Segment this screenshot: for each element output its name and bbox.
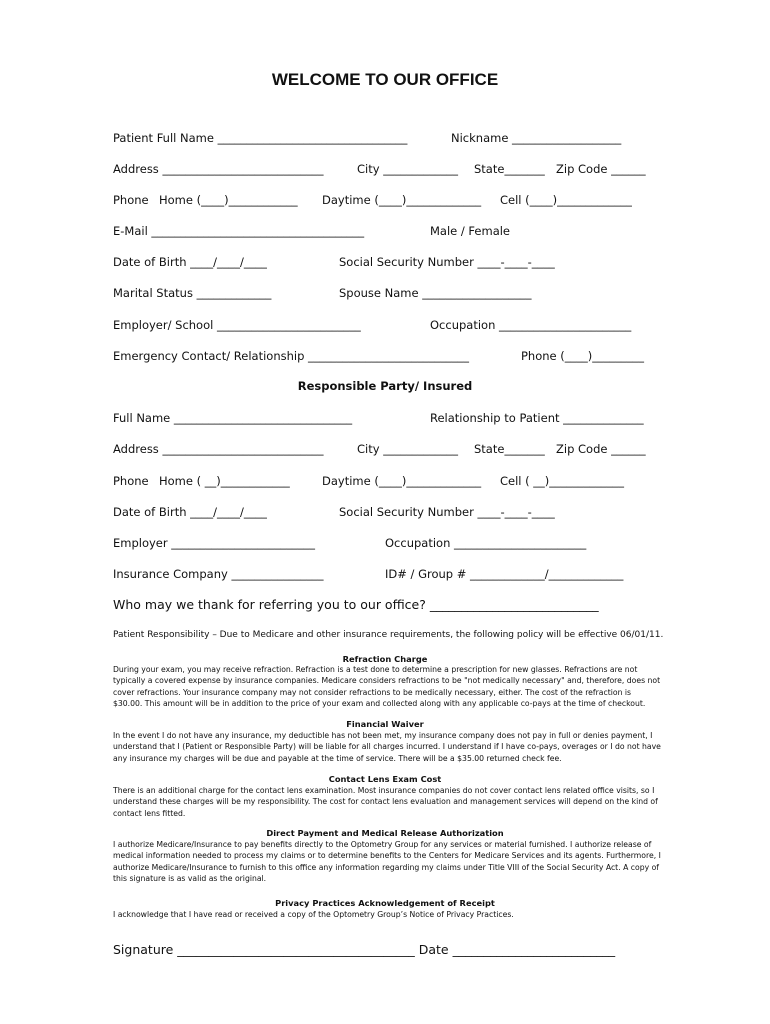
emergency-phone-field[interactable]: Phone (____)_________ [521, 349, 645, 363]
employer-school-field[interactable]: Employer/ School _________________________ [113, 318, 361, 332]
occupation-field[interactable]: Occupation _______________________ [430, 318, 632, 332]
daytime-phone-field[interactable]: Daytime (____)_____________ [322, 193, 482, 207]
responsible-name-row [113, 410, 658, 426]
email-field[interactable]: E-Mail _____________________________________ [113, 224, 365, 238]
responsible-cell-phone-field[interactable]: Cell ( __)_____________ [500, 474, 625, 488]
responsible-city-field[interactable]: City _____________ [357, 442, 458, 456]
responsible-zip-code-field[interactable]: Zip Code ______ [556, 442, 646, 456]
patient-emergency-row [113, 348, 658, 364]
responsible-ssn-field[interactable]: Social Security Number ____-____-____ [339, 505, 555, 519]
id-group-field[interactable]: ID# / Group # _____________/_____________ [385, 567, 624, 581]
responsible-occupation-field[interactable]: Occupation _______________________ [385, 536, 587, 550]
form-title: WELCOME TO OUR OFFICE [271, 70, 499, 89]
refraction-charge-text: During your exam, you may receive refraction. Refraction is a test done to determine a prescription for new glasses. Refractions are not typically a covered expense by insurance companies. Medicare considers refractions to be "not medically necessary" and, therefore, does not cover refractions. Your insurance company may not consider refractions to be medically necessary, either. The cost of the refraction is $30.00. This amount will be in addition to the price of your exam and collected along with any applicable co-pays at the time of checkout. [113, 665, 661, 708]
city-field[interactable]: City _____________ [357, 162, 458, 176]
gender-field[interactable]: Male / Female [430, 224, 511, 238]
patient-dob-row [113, 254, 658, 270]
relationship-to-patient-field[interactable]: Relationship to Patient ______________ [430, 411, 644, 425]
signature-date-field[interactable]: Signature ______________________________________ Date __________________________ [113, 942, 616, 957]
responsible-address-field[interactable]: Address ____________________________ [113, 442, 324, 456]
patient-full-name-field[interactable]: Patient Full Name _________________________________ [113, 131, 408, 145]
patient-phone-row [113, 192, 658, 208]
referral-field[interactable]: Who may we thank for referring you to our office? ___________________________ [113, 597, 599, 612]
responsible-dob-row [113, 504, 658, 520]
ssn-field[interactable]: Social Security Number ____-____-____ [339, 255, 555, 269]
responsible-employer-row [113, 535, 658, 551]
contact-lens-exam-text: There is an additional charge for the contact lens examination. Most insurance companies do not cover contact lens related office visits, so I understand these charges will be my responsibility. The cost for contact lens evaluation and management services will depend on the kind of contact lens fitted. [113, 786, 658, 818]
responsible-employer-field[interactable]: Employer _________________________ [113, 536, 316, 550]
emergency-contact-field[interactable]: Emergency Contact/ Relationship ____________________________ [113, 349, 470, 363]
responsible-address-row [113, 441, 658, 457]
patient-email-row [113, 223, 658, 239]
state-field[interactable]: State_______ [474, 162, 545, 176]
nickname-field[interactable]: Nickname ___________________ [451, 131, 622, 145]
responsible-full-name-field[interactable]: Full Name _______________________________ [113, 411, 353, 425]
privacy-practices-heading: Privacy Practices Acknowledgement of Receipt [275, 898, 495, 908]
responsible-date-of-birth-field[interactable]: Date of Birth ____/____/____ [113, 505, 267, 519]
responsible-insurance-row [113, 566, 658, 582]
patient-marital-row [113, 285, 658, 301]
policy-intro: Patient Responsibility – Due to Medicare and other insurance requirements, the following policy will be effective 06/01/11. [113, 630, 664, 640]
address-field[interactable]: Address ____________________________ [113, 162, 324, 176]
insurance-company-field[interactable]: Insurance Company ________________ [113, 567, 324, 581]
direct-payment-text: I authorize Medicare/Insurance to pay benefits directly to the Optometry Group for any services or material furnished. I authorize release of medical information needed to process my claims or to determine benefits to the Centers for Medicare Services and its agents. Furthermore, I authorize Medicare/Insurance to furnish to this office any information regarding my claims under Title VIII of the Social Security Act. A copy of this signature is as valid as the original. [113, 840, 661, 883]
responsible-party-heading: Responsible Party/ Insured [297, 379, 473, 393]
refraction-charge-heading: Refraction Charge [342, 654, 428, 664]
patient-address-row [113, 161, 658, 177]
responsible-state-field[interactable]: State_______ [474, 442, 545, 456]
marital-status-field[interactable]: Marital Status _____________ [113, 286, 272, 300]
responsible-phone-row [113, 473, 658, 489]
zip-code-field[interactable]: Zip Code ______ [556, 162, 646, 176]
spouse-name-field[interactable]: Spouse Name ___________________ [339, 286, 532, 300]
date-of-birth-field[interactable]: Date of Birth ____/____/____ [113, 255, 267, 269]
responsible-daytime-phone-field[interactable]: Daytime (____)_____________ [322, 474, 482, 488]
patient-name-row [113, 130, 658, 146]
responsible-home-phone-field[interactable]: Home ( __)____________ [159, 474, 290, 488]
home-phone-field[interactable]: Home (____)____________ [159, 193, 298, 207]
phone-label: Phone [113, 193, 149, 207]
financial-waiver-heading: Financial Waiver [346, 719, 424, 729]
cell-phone-field[interactable]: Cell (____)_____________ [500, 193, 632, 207]
contact-lens-exam-heading: Contact Lens Exam Cost [328, 774, 442, 784]
direct-payment-heading: Direct Payment and Medical Release Authorization [266, 828, 504, 838]
patient-employer-row [113, 317, 658, 333]
responsible-phone-label: Phone [113, 474, 149, 488]
financial-waiver-text: In the event I do not have any insurance, my deductible has not been met, my insurance company does not pay in full or denies payment, I understand that I (Patient or Responsible Party) will be liable for all charges incurred. I understand if I have co-pays, overages or I do not have any insurance my charges will be due and payable at the time of service. There will be a $35.00 returned check fee. [113, 731, 661, 763]
privacy-practices-text: I acknowledge that I have read or received a copy of the Optometry Group’s Notice of Privacy Practices. [113, 910, 514, 919]
